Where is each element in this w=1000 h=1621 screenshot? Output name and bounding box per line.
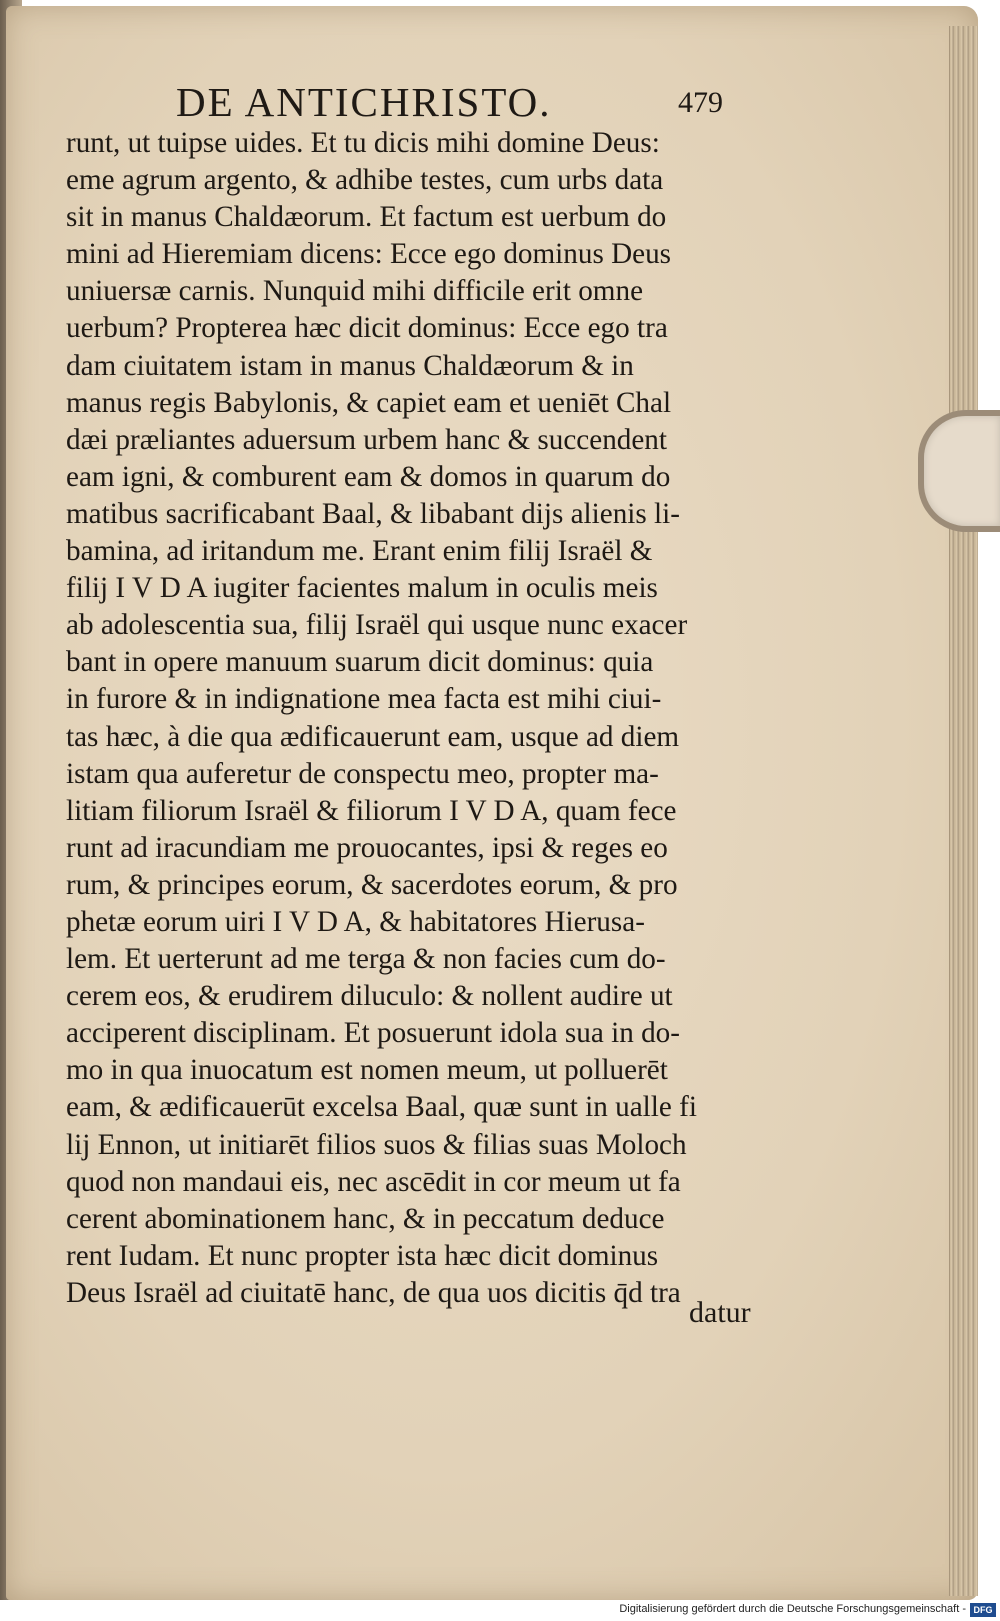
text-line: bant in opere manuum suarum dicit dominus: quia — [66, 645, 654, 679]
text-line: rent Iudam. Et nunc propter ista hæc dicit dominus — [66, 1238, 659, 1272]
text-line: quod non mandaui eis, nec ascēdit in cor meum ut fa — [66, 1164, 681, 1198]
text-line: ab adolescentia sua, filij Israël qui usque nunc exacer — [66, 608, 688, 642]
text-line: litiam filiorum Israël & filiorum I V D A, quam fece — [66, 793, 677, 827]
text-line: in furore & in indignatione mea facta est mihi ciui- — [66, 682, 662, 716]
text-line: lij Ennon, ut initiarēt filios suos & filias suas Moloch — [66, 1127, 687, 1161]
text-line: Deus Israël ad ciuitatē hanc, de qua uos dicitis q̄d tra — [66, 1275, 681, 1309]
text-line: phetæ eorum uiri I V D A, & habitatores Hierusa- — [66, 904, 645, 938]
text-line: uniuersæ carnis. Nunquid mihi difficile erit omne — [66, 274, 644, 308]
body-text — [66, 124, 786, 1311]
text-line: filij I V D A iugiter facientes malum in oculis meis — [66, 571, 658, 605]
book-clasp — [918, 410, 1000, 532]
running-head: DE ANTICHRISTO. — [176, 79, 552, 125]
text-line: matibus sacrificabant Baal, & libabant dijs alienis li- — [66, 496, 680, 530]
text-line: runt ad iracundiam me prouocantes, ipsi & reges eo — [66, 830, 668, 864]
text-line: mo in qua inuocatum est nomen meum, ut polluerēt — [66, 1053, 668, 1087]
text-line: acciperent disciplinam. Et posuerunt idola sua in do- — [66, 1016, 680, 1050]
digitization-footer — [0, 1600, 1000, 1621]
text-line: uerbum? Propterea hæc dicit dominus: Ecce ego tra — [66, 311, 668, 345]
page-edges — [949, 26, 978, 1596]
folio-number: 479 — [678, 86, 723, 119]
text-line: mini ad Hieremiam dicens: Ecce ego dominus Deus — [66, 237, 672, 271]
catchword: datur — [689, 1296, 751, 1329]
text-line: cerent abominationem hanc, & in peccatum deduce — [66, 1201, 665, 1235]
text-line: istam qua auferetur de conspectu meo, propter ma- — [66, 756, 659, 790]
funding-credit: Digitalisierung gefördert durch die Deutsche Forschungsgemeinschaft - — [619, 1603, 966, 1615]
text-line: runt, ut tuipse uides. Et tu dicis mihi domine Deus: — [66, 126, 660, 159]
text-line: bamina, ad iritandum me. Erant enim filij Israël & — [66, 534, 653, 568]
dfg-logo-icon: DFG — [970, 1603, 996, 1617]
text-line: sit in manus Chaldæorum. Et factum est uerbum do — [66, 200, 667, 234]
text-line: dam ciuitatem istam in manus Chaldæorum & in — [66, 348, 634, 382]
text-line: cerem eos, & erudirem diluculo: & nollent audire ut — [66, 979, 673, 1013]
book-page — [6, 6, 978, 1600]
text-line: eam igni, & comburent eam & domos in quarum do — [66, 459, 671, 493]
text-line: rum, & principes eorum, & sacerdotes eorum, & pro — [66, 867, 678, 901]
text-line: dæi præliantes aduersum urbem hanc & succendent — [66, 422, 668, 456]
text-line: lem. Et uerterunt ad me terga & non facies cum do- — [66, 942, 666, 976]
text-line: eme agrum argento, & adhibe testes, cum urbs data — [66, 163, 664, 197]
text-line: eam, & ædificauerūt excelsa Baal, quæ sunt in ualle fi — [66, 1090, 697, 1124]
text-line: tas hæc, à die qua ædificauerunt eam, usque ad diem — [66, 719, 680, 753]
text-line: manus regis Babylonis, & capiet eam et ueniēt Chal — [66, 385, 672, 419]
